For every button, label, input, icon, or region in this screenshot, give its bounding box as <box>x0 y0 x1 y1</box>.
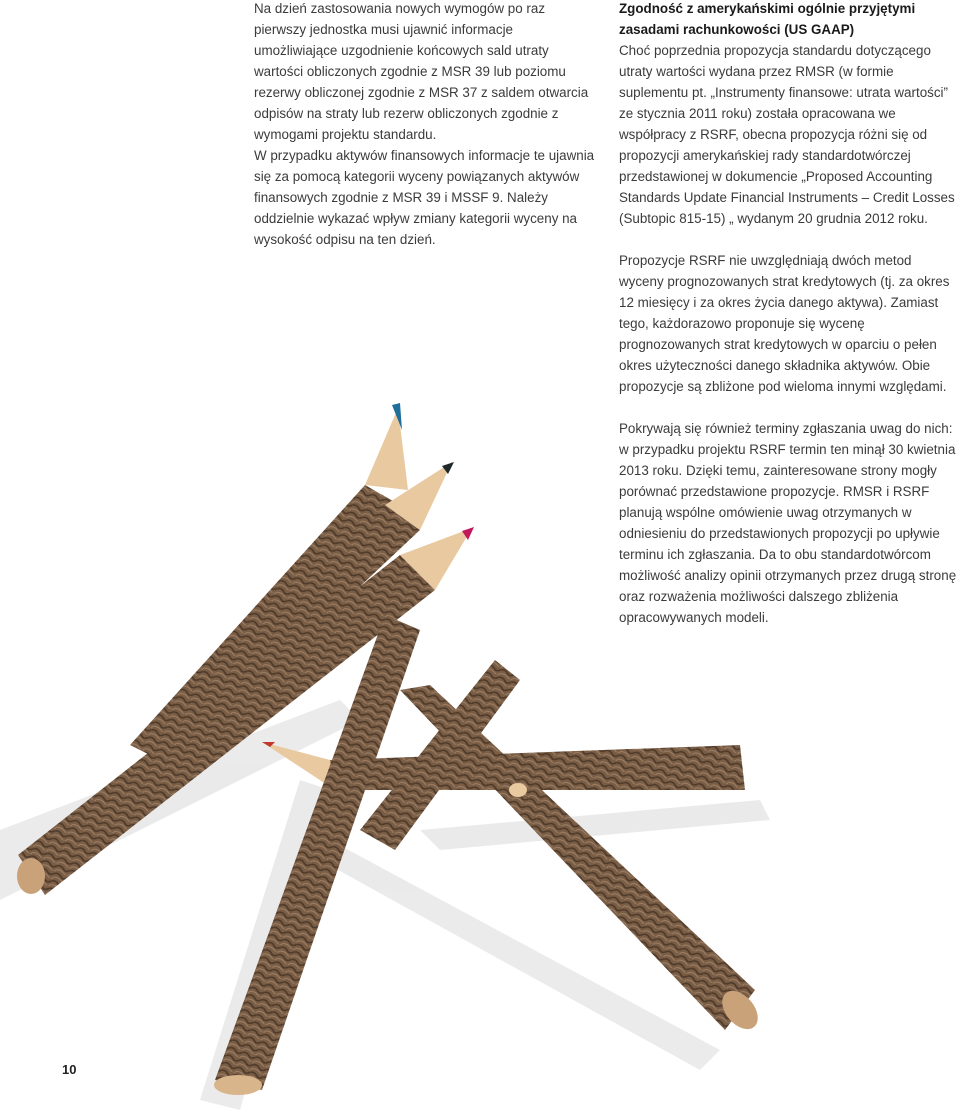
left-text-column <box>254 0 599 250</box>
paragraph: Propozycje RSRF nie uwzględniają dwóch metod wyceny prognozowanych strat kredytowych (tj. za okres 12 miesięcy i za okres życia danego aktywa). Zamiast tego, każdorazowo proponuje się wycenę prognozowanych strat kredytowych w oparciu o pełen okres użyteczności danego składnika aktywów. Obie propozycje są zbliżone pod wieloma innymi względami. <box>619 253 950 394</box>
section-heading: Zgodność z amerykańskimi ogólnie przyjętymi zasadami rachunkowości (US GAAP) <box>619 1 916 37</box>
paragraph: W przypadku aktywów finansowych informacje te ujawnia się za pomocą kategorii wyceny powiązanych aktywów finansowych zgodnie z MSR 39 i MSSF 9. Należy oddzielnie wykazać wpływ zmiany kategorii wyceny na wysokość odpisu na ten dzień. <box>254 148 595 247</box>
paragraph: Na dzień zastosowania nowych wymogów po raz pierwszy jednostka musi ujawnić informacje umożliwiające uzgodnienie końcowych sald utraty wartości obliczonych zgodnie z MSR 39 lub poziomu rezerwy obliczonej zgodnie z MSR 37 z saldem otwarcia odpisów na straty lub rezerw obliczonych zgodnie z wymogami projektu standardu. <box>254 1 589 142</box>
pencil-stick <box>17 527 474 895</box>
paragraph: Pokrywają się również terminy zgłaszania uwag do nich: w przypadku projektu RSRF termin ten minął 30 kwietnia 2013 roku. Dzięki temu, zainteresowane strony mogły porównać przedstawione propozycje. RMSR i RSRF planują wspólne omówienie uwag otrzymanych w odniesieniu do przedstawionych propozycji po upływie terminu ich zgłaszania. Da to obu standardotwórcom możliwość analizy opinii otrzymanych przez drugą stronę oraz rozważenia możliwości dalszego zbliżenia opracowywanych modeli. <box>619 421 957 625</box>
paragraph: Choć poprzednia propozycja standardu dotyczącego utraty wartości wydana przez RMSR (w formie suplementu pt. „Instrumenty finansowe: utrata wartości” ze stycznia 2011 roku) została opracowana we współpracy z RSRF, obecna propozycja różni się od propozycji amerykańskiej rady standardotwórczej przedstawionej w dokumencie „Proposed Accounting Standards Update Financial Instruments – Credit Losses (Subtopic 815-15) „ wydanym 20 grudnia 2012 roku. <box>619 43 955 226</box>
twig-pencils-photo <box>0 380 960 1113</box>
page-number: 10 <box>62 1062 77 1077</box>
